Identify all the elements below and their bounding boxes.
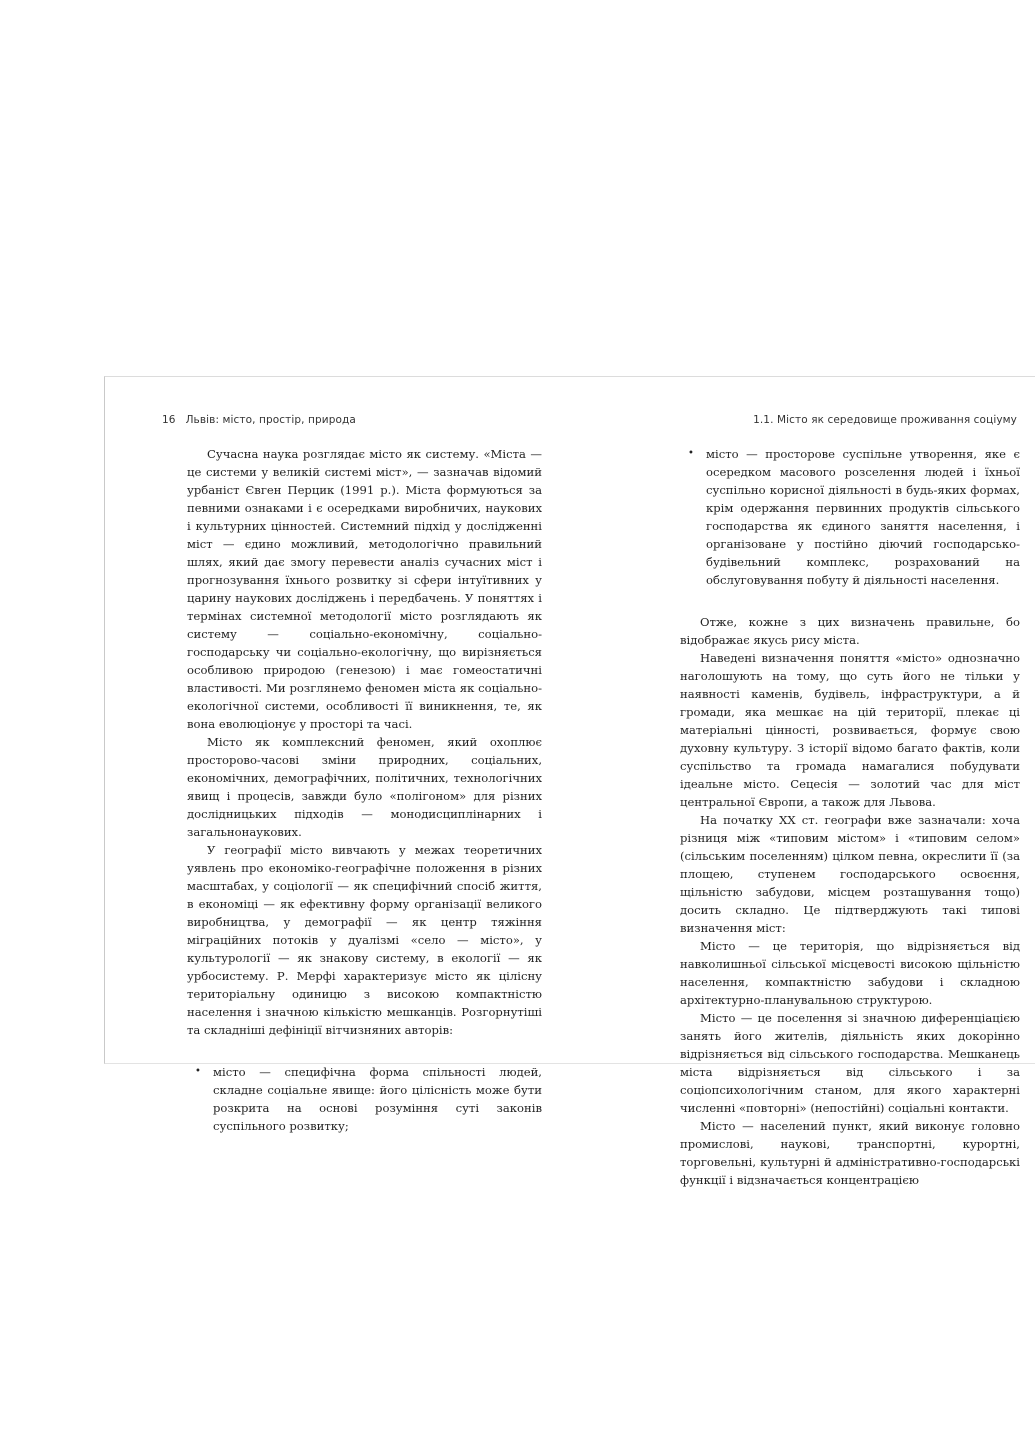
right-page-text xyxy=(680,445,1020,1189)
bullet-icon: • xyxy=(688,448,694,459)
paragraph: Сучасна наука розглядає місто як систему. «Міста — це системи у великій системі міст», — зазначав відомий урбаніст Євген Перцик (1991 р.). Міста формуються за певними ознаками і є осередками виробничих, наукових і культурних цінностей. Системний підхід у дослідженні міст — єдино можливий, методологічно правильний шлях, який дає змогу перевести аналіз сучасних міст і прогнозування їхнього розвитку зі сфери інтуїтивних у царину наукових досліджень і передбачень. У поняттях і термінах системної методології місто розглядають як систему — соціально-економічну, соціально-господарську чи соціально-екологічну, що вирізняється особливою природою (генезою) і має гомеостатичні властивості. Ми розглянемо феномен міста як соціально-екологічної системи, особливості її виникнення, те, як вона еволюціонує у просторі та часі. xyxy=(187,447,542,731)
definition-list xyxy=(187,1063,542,1135)
definition-list xyxy=(680,445,1020,589)
running-header-left xyxy=(162,414,356,426)
list-item: • місто — просторове суспільне утворення, яке є осередком масового розселення людей і їхньої суспільно корисної діяльності в будь-яких формах, крім одержання первинних продуктів сільського господарства як єдиного заняття населення, і організоване у постійно діючий господарсько-будівельний комплекс, розрахований на обслуговування побуту й діяльності населення. xyxy=(688,447,1020,587)
chapter-title: 1.1. Місто як середовище проживання соціуму xyxy=(753,414,1017,426)
paragraph: Наведені визначення поняття «місто» однозначно наголошують на тому, що суть його не тільки у наявності каменів, будівель, інфраструктури, а й громади, яка мешкає на цій території, плекає ці матеріальні цінності, розвивається, формує свою духовну культуру. З історії відомо багато фактів, коли суспільство та громада намагалися побудувати ідеальне місто. Сецесія — золотий час для міст центральної Європи, а також для Львова. xyxy=(680,651,1020,809)
list-item: • місто — специфічна форма спільності людей, складне соціальне явище: його цілісність може бути розкрита на основі розуміння суті законів суспільного розвитку; xyxy=(195,1065,542,1133)
bullet-icon: • xyxy=(195,1066,201,1077)
paragraph: Місто як комплексний феномен, який охоплює просторово-часові зміни природних, соціальних, економічних, демографічних, політичних, технологічних явищ і процесів, завжди було «полігоном» для різних дослідницьких підходів — монодисциплінарних і загальнонаукових. xyxy=(187,735,542,839)
paragraph: На початку XX ст. географи вже зазначали: хоча різниця між «типовим містом» і «типовим селом» (сільським поселенням) цілком певна, окреслити її (за площею, ступенем господарського освоєння, щільністю забудови, місцем розташування тощо) досить складно. Це підтверджують такі типові визначення міст: xyxy=(680,813,1020,935)
paragraph: Отже, кожне з цих визначень правильне, бо відображає якусь рису міста. xyxy=(680,615,1020,647)
book-title: Львів: місто, простір, природа xyxy=(185,414,356,426)
paragraph: Місто — це поселення зі значною диференціацією занять його жителів, діяльність яких докорінно відрізняється від сільського господарства. Мешканець міста відрізняється від сільського і за соціопсихологічним станом, для якого характерні численні «повторні» (непостійні) соціальні контакти. xyxy=(680,1011,1020,1115)
running-header-right xyxy=(753,414,1017,426)
paragraph: Місто — населений пункт, який виконує головно промислові, наукові, транспортні, курортні, торговельні, культурні й адміністративно-господарські функції і відзначається концентрацією xyxy=(680,1119,1020,1187)
page-number: 16 xyxy=(162,414,176,426)
left-page-text xyxy=(187,445,542,1135)
paragraph: У географії місто вивчають у межах теоретичних уявлень про економіко-географічне положення в різних масштабах, у соціології — як специфічний спосіб життя, в економіці — як ефективну форму організації великого виробництва, у демографії — як центр тяжіння міграційних потоків у дуалізмі «село — місто», у культурології — як знакову систему, в екології — як урбосистему. Р. Мерфі характеризує місто як цілісну територіальну одиницю з високою компактністю населення і значною кількістю мешканців. Розгорнутіші та складніші дефініції вітчизняних авторів: xyxy=(187,843,542,1037)
paragraph: Місто — це територія, що відрізняється від навколишньої сільської місцевості високою щільністю населення, компактністю забудови і складною архітектурно-планувальною структурою. xyxy=(680,939,1020,1007)
